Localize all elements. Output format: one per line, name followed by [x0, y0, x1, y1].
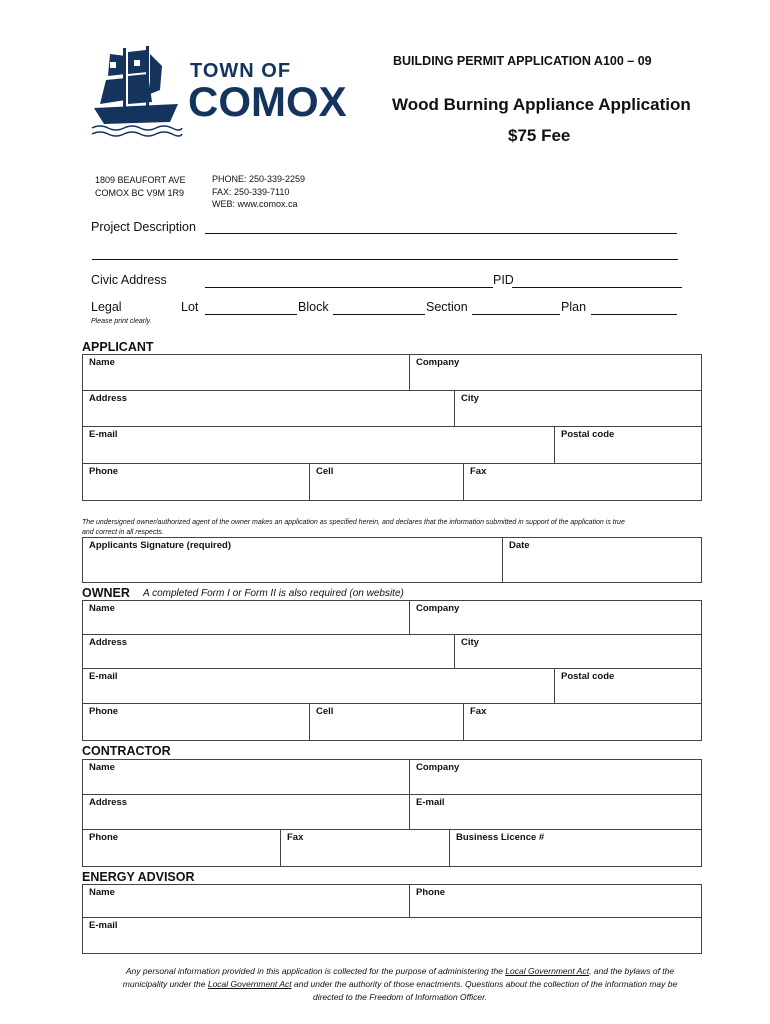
owner-email-label: E-mail: [89, 671, 118, 682]
contractor-email-cell[interactable]: [409, 794, 702, 830]
owner-fax-cell[interactable]: [463, 703, 702, 741]
contractor-licence-cell[interactable]: [449, 829, 702, 867]
privacy-text-1a: Any personal information provided in this application is collected for the purpose of administering the: [125, 966, 506, 976]
applicant-address-label: Address: [89, 393, 128, 404]
contractor-company-cell[interactable]: [409, 759, 702, 795]
applicant-signature-cell[interactable]: [82, 537, 503, 583]
print-clearly-note: Please print clearly.: [91, 318, 152, 325]
contractor-fax-label: Fax: [287, 832, 304, 843]
town-of-comox-ship-logo: [90, 44, 185, 140]
owner-company-cell[interactable]: [409, 600, 702, 635]
fax-line: FAX: 250-339-7110: [212, 186, 290, 197]
contractor-phone-cell[interactable]: [82, 829, 281, 867]
energy-advisor-heading: ENERGY ADVISOR: [82, 870, 195, 884]
energy-email-cell[interactable]: [82, 917, 702, 954]
energy-name-label: Name: [89, 887, 115, 898]
owner-postal-cell[interactable]: [554, 668, 702, 704]
contractor-address-cell[interactable]: [82, 794, 410, 830]
privacy-line-2: [70, 978, 730, 991]
applicant-email-cell[interactable]: [82, 426, 555, 464]
applicant-cell-cell[interactable]: [309, 463, 464, 501]
applicant-date-cell[interactable]: [502, 537, 702, 583]
applicant-phone-label: Phone: [89, 466, 119, 477]
legal-label: Legal: [91, 300, 122, 314]
declaration-line-1: The undersigned owner/authorized agent of the owner makes an application as specified herein, and declares that the information submitted in support of the application is true: [82, 519, 625, 526]
applicant-postal-cell[interactable]: [554, 426, 702, 464]
applicant-cell-label: Cell: [316, 466, 334, 477]
applicant-address-cell[interactable]: [82, 390, 455, 427]
privacy-line-3: directed to the Freedom of Information Officer.: [312, 992, 487, 1002]
applicant-phone-cell[interactable]: [82, 463, 310, 501]
section-label: Section: [426, 300, 468, 314]
pid-field[interactable]: [512, 287, 682, 288]
address-line-1: 1809 BEAUFORT AVE: [95, 175, 186, 185]
declaration-text: [82, 518, 702, 538]
owner-name-cell[interactable]: [82, 600, 410, 635]
contractor-name-cell[interactable]: [82, 759, 410, 795]
owner-city-cell[interactable]: [454, 634, 702, 669]
privacy-line-1: [70, 965, 730, 978]
energy-name-cell[interactable]: [82, 884, 410, 918]
town-of-label: TOWN OF: [190, 60, 292, 82]
local-government-act-ref-1: Local Government Act: [505, 966, 590, 976]
energy-phone-cell[interactable]: [409, 884, 702, 918]
applicant-email-label: E-mail: [89, 429, 118, 440]
applicant-signature-label: Applicants Signature (required): [89, 540, 231, 551]
energy-phone-label: Phone: [416, 887, 446, 898]
lot-field[interactable]: [205, 314, 297, 315]
privacy-text-2a: municipality under the: [122, 979, 208, 989]
civic-address-field[interactable]: [205, 287, 493, 288]
plan-label: Plan: [561, 300, 587, 314]
block-label: Block: [298, 300, 329, 314]
contractor-name-label: Name: [89, 762, 115, 773]
project-description-label: Project Description: [91, 220, 196, 234]
contractor-licence-label: Business Licence #: [456, 832, 545, 843]
contractor-address-label: Address: [89, 797, 128, 808]
contractor-phone-label: Phone: [89, 832, 119, 843]
pid-label: PID: [493, 273, 514, 287]
applicant-city-cell[interactable]: [454, 390, 702, 427]
owner-cell-cell[interactable]: [309, 703, 464, 741]
applicant-date-label: Date: [509, 540, 530, 551]
contractor-heading: CONTRACTOR: [82, 744, 171, 758]
web-line: WEB: www.comox.ca: [212, 199, 298, 209]
contractor-email-label: E-mail: [416, 797, 445, 808]
fee: $75 Fee: [508, 126, 571, 145]
owner-fax-label: Fax: [470, 706, 487, 717]
owner-heading: OWNER: [82, 586, 130, 600]
privacy-text-1b: , and the bylaws of the: [589, 966, 675, 976]
owner-phone-cell[interactable]: [82, 703, 310, 741]
privacy-text-2b: and under the authority of those enactments. Questions about the collection of the information may be: [291, 979, 678, 989]
applicant-name-cell[interactable]: [82, 354, 410, 391]
owner-name-label: Name: [89, 603, 115, 614]
owner-form-note: A completed Form I or Form II is also required (on website): [143, 588, 404, 599]
office-address: [95, 174, 186, 199]
form-code: BUILDING PERMIT APPLICATION A100 – 09: [393, 54, 652, 68]
form-title: Wood Burning Appliance Application: [392, 95, 691, 114]
owner-city-label: City: [461, 637, 479, 648]
applicant-company-cell[interactable]: [409, 354, 702, 391]
project-description-field[interactable]: [205, 233, 677, 234]
owner-address-cell[interactable]: [82, 634, 455, 669]
office-contact: [212, 173, 305, 211]
applicant-city-label: City: [461, 393, 479, 404]
contractor-fax-cell[interactable]: [280, 829, 450, 867]
applicant-fax-cell[interactable]: [463, 463, 702, 501]
owner-address-label: Address: [89, 637, 128, 648]
owner-company-label: Company: [416, 603, 460, 614]
applicant-heading: APPLICANT: [82, 340, 154, 354]
applicant-name-label: Name: [89, 357, 115, 368]
address-line-2: COMOX BC V9M 1R9: [95, 187, 185, 198]
civic-address-label: Civic Address: [91, 273, 167, 287]
applicant-fax-label: Fax: [470, 466, 487, 477]
comox-wordmark: COMOX: [188, 78, 347, 125]
owner-cell-label: Cell: [316, 706, 334, 717]
owner-email-cell[interactable]: [82, 668, 555, 704]
project-description-field-2[interactable]: [92, 259, 678, 260]
applicant-company-label: Company: [416, 357, 460, 368]
block-field[interactable]: [333, 314, 425, 315]
declaration-line-2: and correct in all respects.: [82, 529, 164, 536]
energy-email-label: E-mail: [89, 920, 118, 931]
privacy-notice: [70, 965, 730, 1004]
lot-label: Lot: [181, 300, 199, 314]
local-government-act-ref-2: Local Government Act: [207, 979, 292, 989]
owner-postal-label: Postal code: [561, 671, 615, 682]
owner-phone-label: Phone: [89, 706, 119, 717]
applicant-postal-label: Postal code: [561, 429, 615, 440]
contractor-company-label: Company: [416, 762, 460, 773]
phone-line: PHONE: 250-339-2259: [212, 174, 306, 184]
plan-field[interactable]: [591, 314, 677, 315]
section-field[interactable]: [472, 314, 560, 315]
